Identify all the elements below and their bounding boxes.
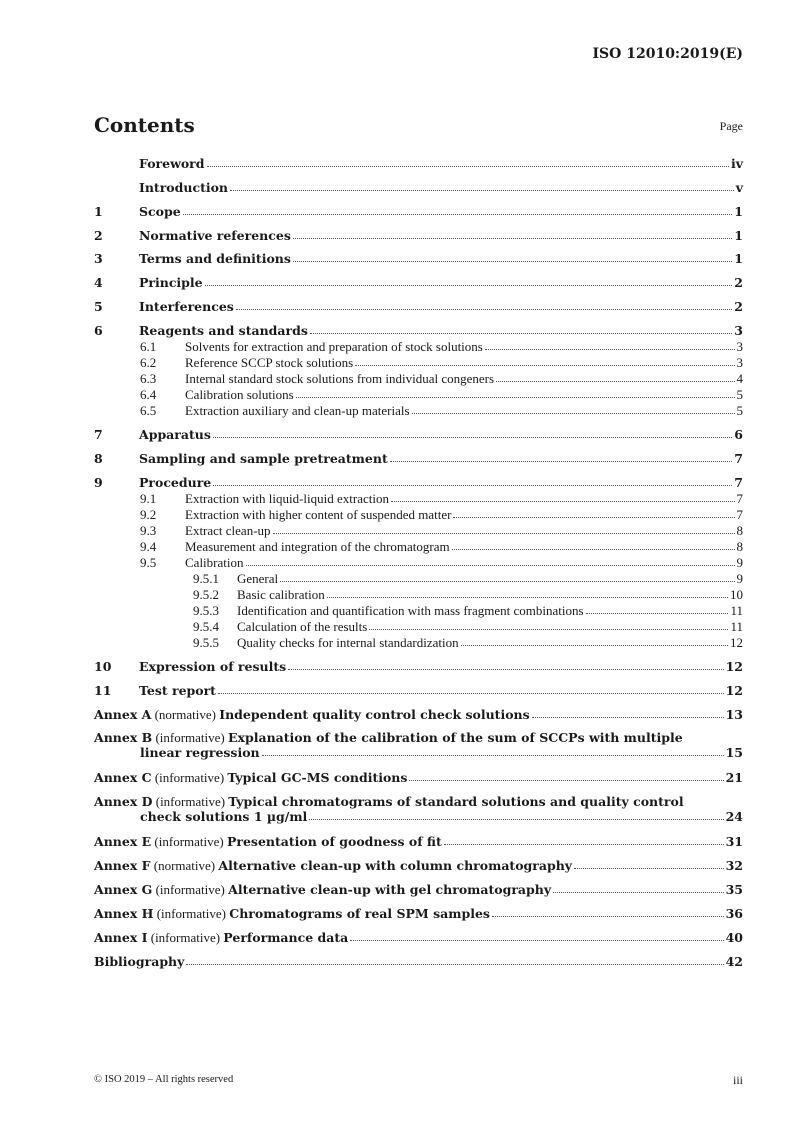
toc-entry-page: 1 xyxy=(734,204,743,219)
footer-copyright: © ISO 2019 – All rights reserved xyxy=(94,1074,234,1085)
toc-entry-number: 9.4 xyxy=(140,539,157,554)
dot-leader xyxy=(453,517,734,518)
toc-entry-number: 9.5.2 xyxy=(193,587,219,602)
toc-entry-page: 7 xyxy=(734,451,743,466)
toc-entry[interactable] xyxy=(94,323,743,338)
toc-entry-page: 10 xyxy=(730,587,743,602)
dot-leader xyxy=(452,549,735,550)
dot-leader xyxy=(293,261,732,262)
annex-page: 24 xyxy=(725,809,743,824)
toc-entry-title: Identification and quantification with mass fragment combinations xyxy=(237,603,584,618)
annex-entry[interactable] xyxy=(94,834,743,849)
dot-leader xyxy=(213,485,732,486)
dot-leader xyxy=(496,381,734,382)
toc-entry-title: Scope xyxy=(139,204,181,219)
annex-label: Annex A xyxy=(94,707,152,722)
toc-entry-title: Normative references xyxy=(139,228,291,243)
toc-entry[interactable] xyxy=(94,555,743,570)
dot-leader xyxy=(273,533,735,534)
toc-entry-number: 4 xyxy=(94,275,103,290)
toc-entry-title: Sampling and sample pretreatment xyxy=(139,451,388,466)
toc-entry-number: 6.4 xyxy=(140,387,157,402)
annex-page: 32 xyxy=(725,858,743,873)
toc-entry-number: 9.3 xyxy=(140,523,157,538)
toc-entry-number: 2 xyxy=(94,228,103,243)
toc-entry-title: Calibration xyxy=(185,555,244,570)
toc-entry[interactable] xyxy=(94,683,743,698)
page-column-label: Page xyxy=(719,119,743,133)
toc-entry[interactable] xyxy=(94,204,743,219)
bibliography-page: 42 xyxy=(725,954,743,969)
toc-entry-title: Expression of results xyxy=(139,659,287,674)
annex-title-continued: linear regression xyxy=(140,745,260,760)
annex-label: Annex F xyxy=(94,858,151,873)
dot-leader xyxy=(492,916,724,917)
toc-entry[interactable] xyxy=(94,491,743,506)
dot-leader xyxy=(391,501,735,502)
toc-entry[interactable] xyxy=(94,180,743,195)
bibliography-title: Bibliography xyxy=(94,954,185,969)
annex-type: (informative) xyxy=(150,930,221,945)
toc-entry-number: 9 xyxy=(94,475,103,490)
toc-entry[interactable] xyxy=(94,156,743,171)
toc-entry-page: 12 xyxy=(725,659,743,674)
toc-entry-page: 7 xyxy=(736,507,743,522)
annex-entry[interactable] xyxy=(94,906,743,921)
annex-title: Chromatograms of real SPM samples xyxy=(229,906,490,921)
toc-entry-title: Test report xyxy=(139,683,216,698)
toc-entry-title: Extraction with liquid-liquid extraction xyxy=(185,491,389,506)
contents-title: Contents xyxy=(94,113,195,137)
toc-entry-number: 9.5.1 xyxy=(193,571,219,586)
toc-entry-page: 9 xyxy=(736,555,743,570)
toc-entry-page: 11 xyxy=(730,619,743,634)
toc-entry[interactable] xyxy=(94,251,743,266)
toc-entry-page: 3 xyxy=(736,355,743,370)
toc-entry-title: Reagents and standards xyxy=(139,323,308,338)
toc-entry-title: Calibration solutions xyxy=(185,387,294,402)
toc-entry-title: Internal standard stock solutions from individual congeners xyxy=(185,371,495,386)
toc-entry-title: Extraction auxiliary and clean-up materials xyxy=(185,403,410,418)
annex-title: Performance data xyxy=(223,930,349,945)
toc-entry-page: 7 xyxy=(736,491,743,506)
toc-entry-page: 11 xyxy=(730,603,743,618)
annex-type: (normative) xyxy=(153,858,216,873)
toc-entry-title: Measurement and integration of the chromatogram xyxy=(185,539,450,554)
toc-entry[interactable] xyxy=(94,619,743,634)
toc-entry-title: Extract clean-up xyxy=(185,523,271,538)
toc-entry-title: Extraction with higher content of suspended matter xyxy=(185,507,452,522)
annex-page: 40 xyxy=(725,930,743,945)
toc-entry-title: Reference SCCP stock solutions xyxy=(185,355,354,370)
toc-entry-number: 9.1 xyxy=(140,491,157,506)
toc-entry[interactable] xyxy=(94,339,743,354)
toc-entry-number: 1 xyxy=(94,204,103,219)
toc-entry-number: 9.5.4 xyxy=(193,619,219,634)
dot-leader xyxy=(213,437,732,438)
annex-page: 21 xyxy=(725,770,743,785)
dot-leader xyxy=(218,693,724,694)
toc-entry-page: 8 xyxy=(736,523,743,538)
annex-label: Annex D xyxy=(94,794,153,809)
toc-entry-page: 8 xyxy=(736,539,743,554)
annex-title: Typical chromatograms of standard solutions and quality control xyxy=(228,794,684,809)
toc-entry[interactable] xyxy=(94,539,743,554)
dot-leader xyxy=(350,940,723,941)
toc-entry-page: v xyxy=(735,180,743,195)
annex-title-continued: check solutions 1 µg/ml xyxy=(140,809,308,824)
toc-entry-number: 7 xyxy=(94,427,103,442)
annex-page: 36 xyxy=(725,906,743,921)
dot-leader xyxy=(280,581,734,582)
annex-entry[interactable] xyxy=(94,730,743,760)
toc-entry-title: Calculation of the results xyxy=(237,619,368,634)
toc-entry[interactable] xyxy=(94,635,743,650)
annex-page: 31 xyxy=(725,834,743,849)
toc-entry[interactable] xyxy=(94,659,743,674)
dot-leader xyxy=(461,645,728,646)
toc-entry-title: Foreword xyxy=(139,156,205,171)
annex-entry[interactable] xyxy=(94,858,743,873)
footer-page-number: iii xyxy=(732,1073,743,1087)
toc-entry[interactable] xyxy=(94,299,743,314)
toc-entry-title: Quality checks for internal standardization xyxy=(237,635,459,650)
annex-label: Annex B xyxy=(94,730,153,745)
document-standard-number: ISO 12010:2019(E) xyxy=(592,46,743,62)
dot-leader xyxy=(586,613,729,614)
annex-type: (informative) xyxy=(155,794,226,809)
toc-entry[interactable] xyxy=(94,387,743,402)
toc-entry-number: 6 xyxy=(94,323,103,338)
toc-entry[interactable] xyxy=(94,275,743,290)
dot-leader xyxy=(205,285,733,286)
toc-entry-page: 5 xyxy=(736,387,743,402)
toc-entry-page: 3 xyxy=(736,339,743,354)
toc-entry-title: Terms and definitions xyxy=(139,251,291,266)
annex-page: 35 xyxy=(725,882,743,897)
toc-entry-number: 6.5 xyxy=(140,403,157,418)
toc-entry-number: 6.1 xyxy=(140,339,157,354)
toc-entry-page: 12 xyxy=(725,683,743,698)
toc-entry-title: Basic calibration xyxy=(237,587,325,602)
toc-entry-title: Solvents for extraction and preparation of stock solutions xyxy=(185,339,483,354)
toc-entry-number: 6.3 xyxy=(140,371,157,386)
toc-entry-page: 7 xyxy=(734,475,743,490)
dot-leader xyxy=(207,166,729,167)
annex-title: Independent quality control check solutions xyxy=(219,707,530,722)
dot-leader xyxy=(262,755,724,756)
toc-entry[interactable] xyxy=(94,507,743,522)
toc-entry-page: 1 xyxy=(734,228,743,243)
annex-type: (normative) xyxy=(154,707,216,722)
annex-type: (informative) xyxy=(155,882,225,897)
dot-leader xyxy=(444,844,724,845)
toc-entry-page: 3 xyxy=(734,323,743,338)
dot-leader xyxy=(309,819,723,820)
annex-title: Alternative clean-up with gel chromatography xyxy=(228,882,552,897)
toc-entry[interactable] xyxy=(94,475,743,490)
annex-entry[interactable] xyxy=(94,794,743,824)
annex-title: Typical GC-MS conditions xyxy=(227,770,408,785)
toc-entry-page: 4 xyxy=(736,371,743,386)
toc-entry-page: 2 xyxy=(734,275,743,290)
toc-entry-title: Apparatus xyxy=(139,427,211,442)
dot-leader xyxy=(183,214,733,215)
dot-leader xyxy=(246,565,735,566)
toc-entry-number: 9.5.3 xyxy=(193,603,219,618)
annex-entry[interactable] xyxy=(94,882,743,897)
toc-entry-page: iv xyxy=(730,156,743,171)
toc-entry[interactable] xyxy=(94,427,743,442)
dot-leader xyxy=(327,597,728,598)
toc-entry-page: 1 xyxy=(734,251,743,266)
toc-entry-number: 8 xyxy=(94,451,103,466)
annex-label: Annex H xyxy=(94,906,154,921)
dot-leader xyxy=(574,868,724,869)
annex-type: (informative) xyxy=(154,834,224,849)
dot-leader xyxy=(293,238,732,239)
toc-entry-title: General xyxy=(237,571,279,586)
dot-leader xyxy=(390,461,733,462)
toc-entry[interactable] xyxy=(94,587,743,602)
annex-entry[interactable] xyxy=(94,707,743,722)
toc-entry-number: 3 xyxy=(94,251,103,266)
toc-entry-number: 9.5.5 xyxy=(193,635,219,650)
dot-leader xyxy=(288,669,723,670)
annex-type: (informative) xyxy=(156,906,227,921)
toc-entry[interactable] xyxy=(94,355,743,370)
annex-type: (informative) xyxy=(154,770,225,785)
dot-leader xyxy=(409,780,723,781)
toc-entry-number: 6.2 xyxy=(140,355,157,370)
dot-leader xyxy=(230,190,734,191)
toc-entry[interactable] xyxy=(94,451,743,466)
toc-entry-page: 6 xyxy=(734,427,743,442)
toc-entry-number: 9.2 xyxy=(140,507,157,522)
annex-type: (informative) xyxy=(155,730,225,745)
toc-entry-page: 2 xyxy=(734,299,743,314)
toc-entry-page: 9 xyxy=(736,571,743,586)
toc-entry-number: 11 xyxy=(94,683,112,698)
annex-label: Annex C xyxy=(94,770,152,785)
annex-label: Annex E xyxy=(94,834,152,849)
dot-leader xyxy=(532,717,724,718)
dot-leader xyxy=(369,629,728,630)
dot-leader xyxy=(296,397,735,398)
dot-leader xyxy=(355,365,734,366)
toc-entry-page: 5 xyxy=(736,403,743,418)
toc-entry[interactable] xyxy=(94,571,743,586)
annex-page: 15 xyxy=(725,745,743,760)
annex-page: 13 xyxy=(725,707,743,722)
toc-entry-title: Procedure xyxy=(139,475,212,490)
dot-leader xyxy=(485,349,735,350)
toc-entry-number: 5 xyxy=(94,299,103,314)
annex-title: Presentation of goodness of fit xyxy=(226,834,442,849)
annex-label: Annex G xyxy=(94,882,153,897)
toc-entry[interactable] xyxy=(94,403,743,418)
annex-title: Explanation of the calibration of the sum of SCCPs with multiple xyxy=(228,730,683,745)
toc-entry[interactable] xyxy=(94,523,743,538)
dot-leader xyxy=(412,413,735,414)
annex-label: Annex I xyxy=(94,930,148,945)
annex-entry[interactable] xyxy=(94,930,743,945)
toc-entry-title: Principle xyxy=(139,275,203,290)
toc-entry-number: 10 xyxy=(94,659,112,674)
dot-leader xyxy=(236,309,732,310)
toc-entry[interactable] xyxy=(94,228,743,243)
toc-entry[interactable] xyxy=(94,603,743,618)
dot-leader xyxy=(186,964,723,965)
toc-entry-title: Interferences xyxy=(139,299,234,314)
toc-entry-title: Introduction xyxy=(139,180,229,195)
toc-entry-bibliography[interactable] xyxy=(94,954,743,969)
toc-entry[interactable] xyxy=(94,371,743,386)
annex-entry[interactable] xyxy=(94,770,743,785)
dot-leader xyxy=(310,333,732,334)
toc-entry-page: 12 xyxy=(730,635,743,650)
toc-entry-number: 9.5 xyxy=(140,555,157,570)
dot-leader xyxy=(553,892,723,893)
annex-title: Alternative clean-up with column chromatography xyxy=(218,858,573,873)
